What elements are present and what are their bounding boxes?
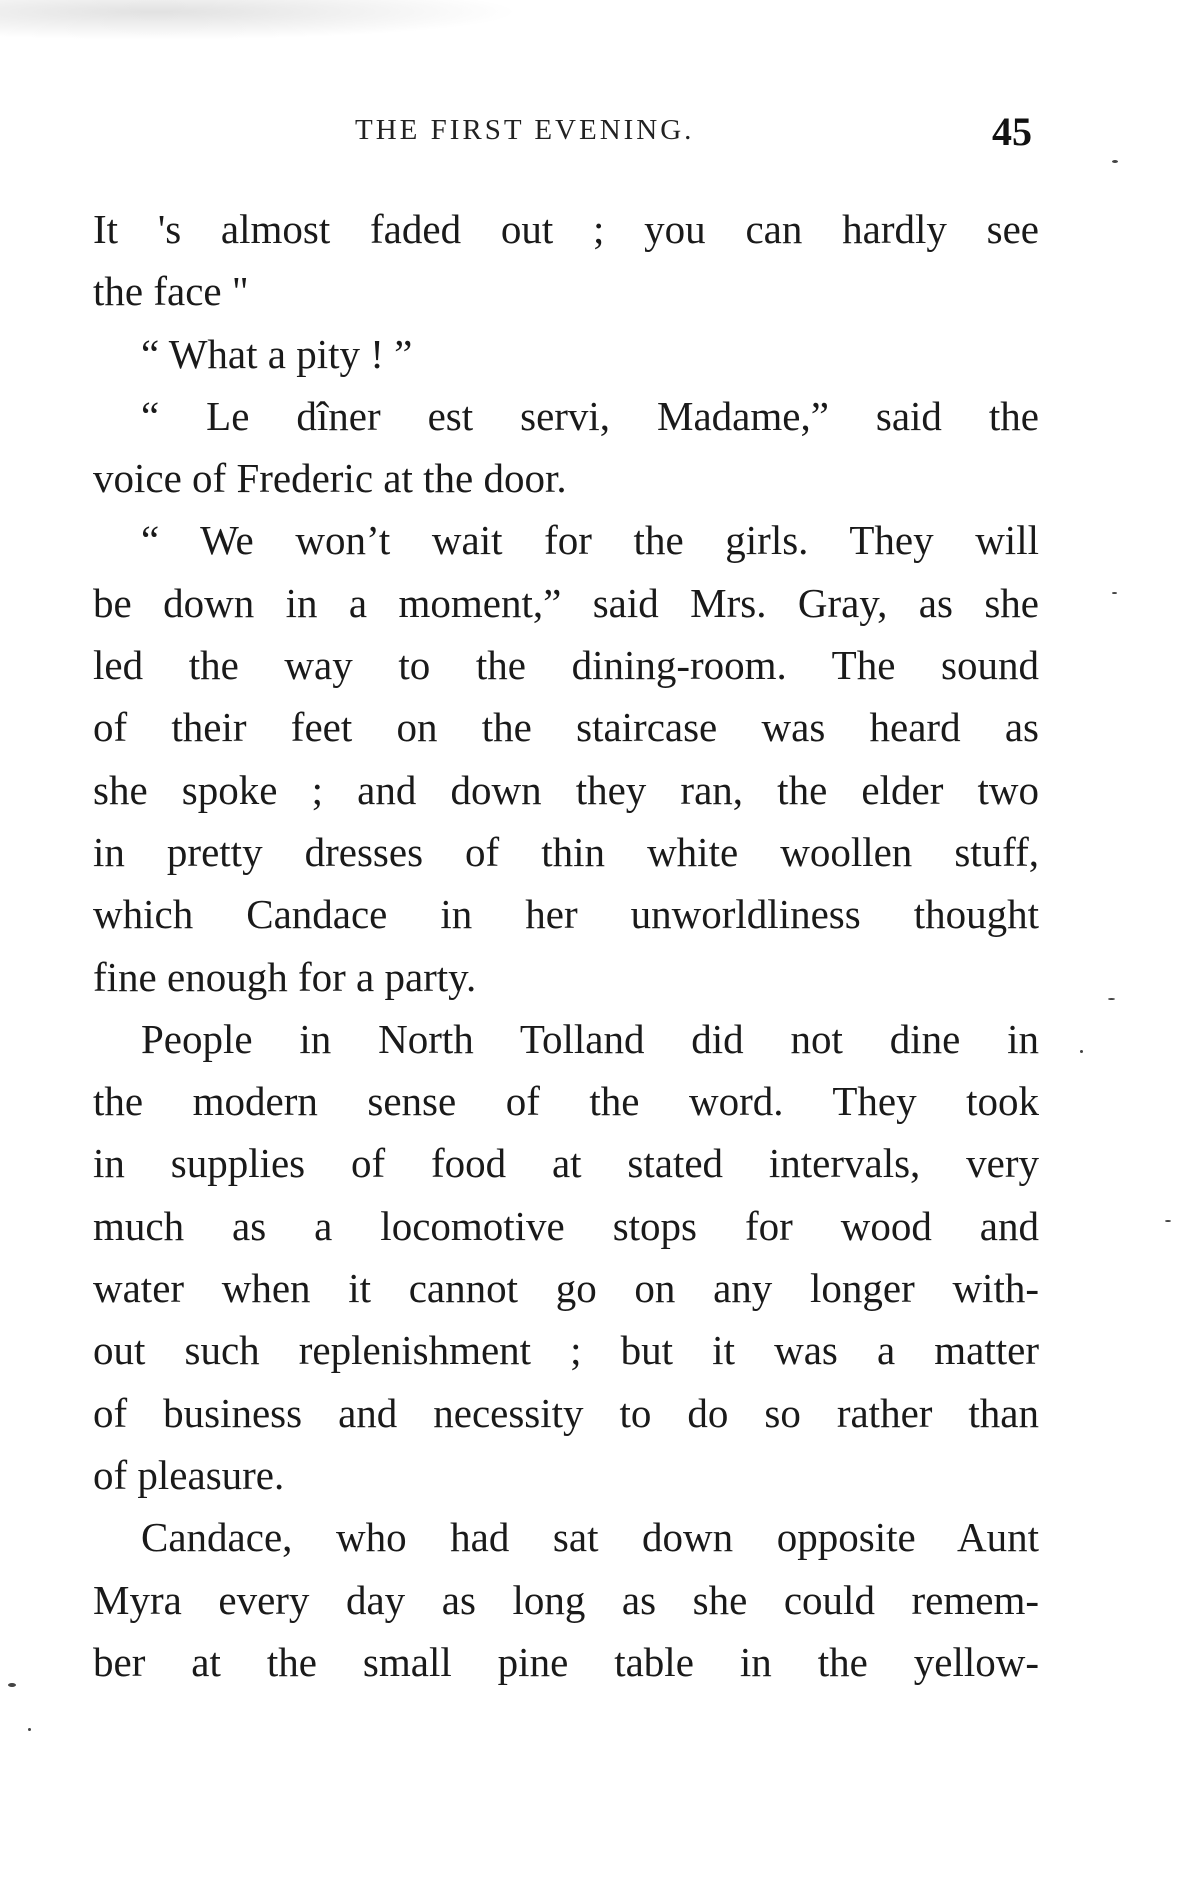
text-line: of their feet on the staircase was heard as [93,704,1039,751]
text-line: “ Le dîner est servi, Madame,” said the [141,392,1039,439]
scan-speck [1080,1050,1083,1053]
text-line: “ We won’t wait for the girls. They will [141,517,1039,564]
scan-speck [1112,160,1118,163]
text-line: Candace, who had sat down opposite Aunt [141,1514,1039,1561]
text-line: Myra every day as long as she could remem- [93,1576,1039,1623]
text-line: People in North Tolland did not dine in [141,1015,1039,1062]
scan-speck [28,1728,31,1731]
text-line: fine enough for a party. [93,953,477,1000]
text-line: the modern sense of the word. They took [93,1078,1039,1125]
scan-speck [8,1683,16,1687]
body-text [93,198,1039,1693]
text-line: out such replenishment ; but it was a matter [93,1327,1039,1374]
text-line: of pleasure. [93,1451,285,1498]
scan-noise [0,0,520,40]
text-line: which Candace in her unworldliness thought [93,891,1039,938]
text-line: the face " [93,268,249,315]
text-line: voice of Frederic at the door. [93,455,567,502]
text-line: she spoke ; and down they ran, the elder two [93,766,1039,813]
text-line: It 's almost faded out ; you can hardly see [93,206,1039,252]
text-line: “ What a pity ! ” [141,330,413,377]
scan-speck [1165,1220,1171,1222]
page-number: 45 [992,109,1032,154]
text-line: ber at the small pine table in the yellow- [93,1638,1039,1685]
text-line: be down in a moment,” said Mrs. Gray, as she [93,579,1039,626]
running-head: THE FIRST EVENING. [355,114,695,146]
text-line: water when it cannot go on any longer with- [93,1265,1039,1312]
scan-speck [1112,592,1117,594]
text-line: in supplies of food at stated intervals, very [93,1140,1039,1187]
text-line: in pretty dresses of thin white woollen stuff, [93,828,1039,875]
text-line: much as a locomotive stops for wood and [93,1202,1039,1249]
text-line: of business and necessity to do so rather than [93,1389,1039,1436]
page-header [90,110,1038,160]
text-line: led the way to the dining-room. The sound [93,642,1039,689]
scan-speck [1108,998,1115,1000]
